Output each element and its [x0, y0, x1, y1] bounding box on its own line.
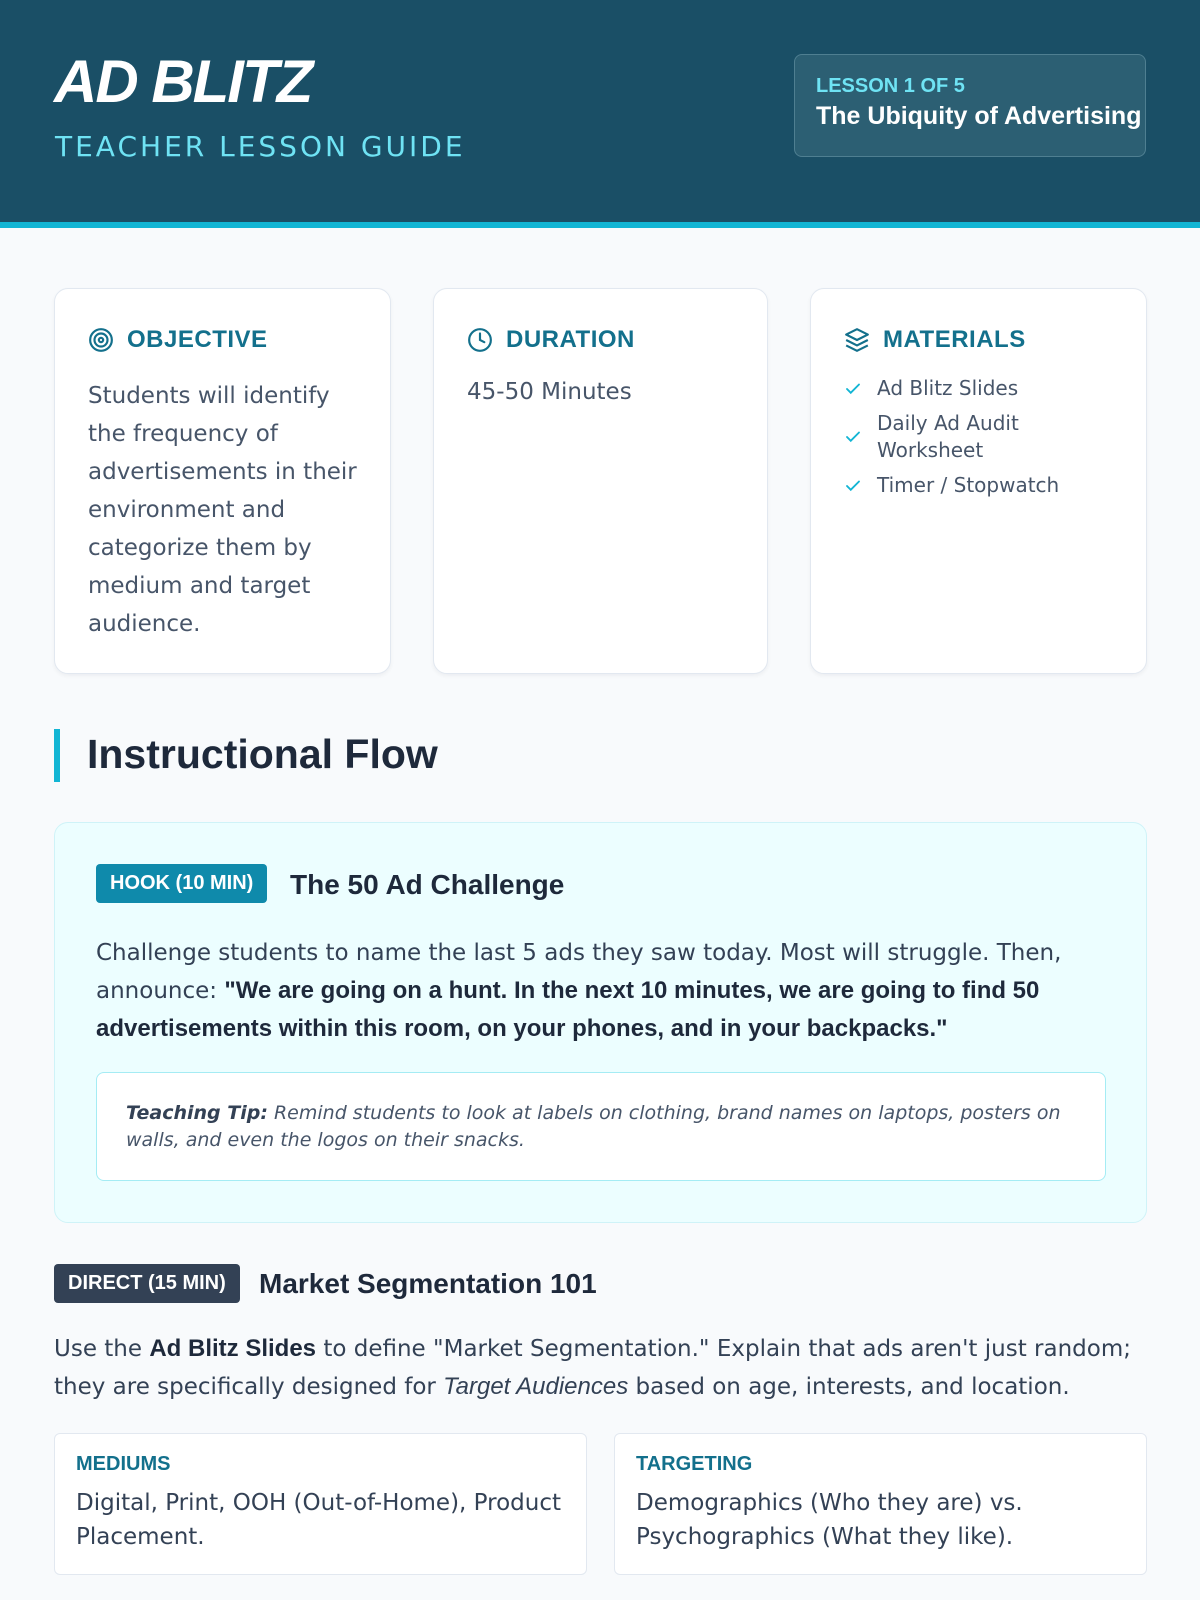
direct-text-bold: Ad Blitz Slides — [149, 1335, 317, 1362]
duration-card — [433, 288, 768, 674]
tip-label: Teaching Tip: — [126, 1102, 268, 1124]
duration-card-header — [467, 326, 635, 354]
list-item — [844, 472, 1077, 499]
direct-text-2: to define "Market Segmentation." Explain that ads aren't just random; they are specifically designed for — [54, 1336, 1131, 1400]
objective-card — [54, 288, 391, 674]
material-item-label: Ad Blitz Slides — [877, 376, 1019, 400]
check-icon — [844, 428, 862, 446]
tip-text: Remind students to look at labels on clothing, brand names on laptops, posters on walls, and even the logos on their snacks. — [126, 1102, 1061, 1151]
section-accent-bar — [54, 729, 60, 782]
target-icon — [88, 327, 114, 353]
brand-subtitle: TEACHER LESSON GUIDE — [55, 130, 466, 163]
direct-title: Market Segmentation 101 — [259, 1268, 597, 1299]
hook-title: The 50 Ad Challenge — [290, 869, 565, 900]
section-title: Instructional Flow — [87, 731, 438, 777]
direct-text-3: based on age, interests, and location. — [628, 1374, 1070, 1400]
page-header — [0, 0, 1200, 228]
hook-quote: "We are going on a hunt. In the next 10 minutes, we are going to find 50 advertisements within this room, on your phones, and in your backpacks." — [96, 977, 1040, 1042]
lesson-title: The Ubiquity of Advertising — [816, 102, 1142, 130]
hook-description — [96, 934, 1106, 1048]
direct-text-1: Use the — [54, 1336, 150, 1362]
materials-card — [810, 288, 1147, 674]
duration-title: DURATION — [506, 326, 635, 353]
materials-list — [844, 375, 1077, 507]
material-item-label: Daily Ad Audit Worksheet — [877, 411, 1019, 462]
materials-title: MATERIALS — [883, 326, 1026, 353]
duration-text: 45-50 Minutes — [467, 379, 632, 405]
objective-title: OBJECTIVE — [127, 326, 268, 353]
direct-tag: DIRECT (15 MIN) — [54, 1264, 240, 1303]
teaching-tip — [96, 1072, 1106, 1181]
hook-tag: HOOK (10 MIN) — [96, 864, 267, 903]
objective-card-header — [88, 326, 268, 354]
brand-title: AD BLITZ — [54, 48, 312, 115]
clock-icon — [467, 327, 493, 353]
mediums-card — [54, 1433, 587, 1575]
list-item — [844, 410, 1077, 464]
targeting-label: TARGETING — [636, 1453, 753, 1475]
hook-step — [54, 822, 1147, 1223]
lesson-number: LESSON 1 OF 5 — [816, 75, 965, 97]
hook-text-plain: Challenge students to name the last 5 ads they saw today. Most will struggle. Then, announce: — [96, 940, 1062, 1004]
targeting-text: Demographics (Who they are) vs. Psychographics (What they like). — [636, 1490, 1023, 1550]
lesson-badge — [794, 54, 1146, 157]
check-icon — [844, 380, 862, 398]
layers-icon — [844, 327, 870, 353]
targeting-card — [614, 1433, 1147, 1575]
list-item — [844, 375, 1077, 402]
materials-card-header — [844, 326, 1026, 354]
direct-description — [54, 1330, 1154, 1406]
mediums-text: Digital, Print, OOH (Out-of-Home), Product Placement. — [76, 1490, 562, 1550]
mediums-label: MEDIUMS — [76, 1453, 171, 1475]
direct-text-italic: Target Audiences — [443, 1373, 629, 1400]
check-icon — [844, 477, 862, 495]
material-item-label: Timer / Stopwatch — [877, 473, 1060, 497]
objective-text: Students will identify the frequency of advertisements in their environment and categorize them by medium and target audience. — [88, 383, 357, 637]
